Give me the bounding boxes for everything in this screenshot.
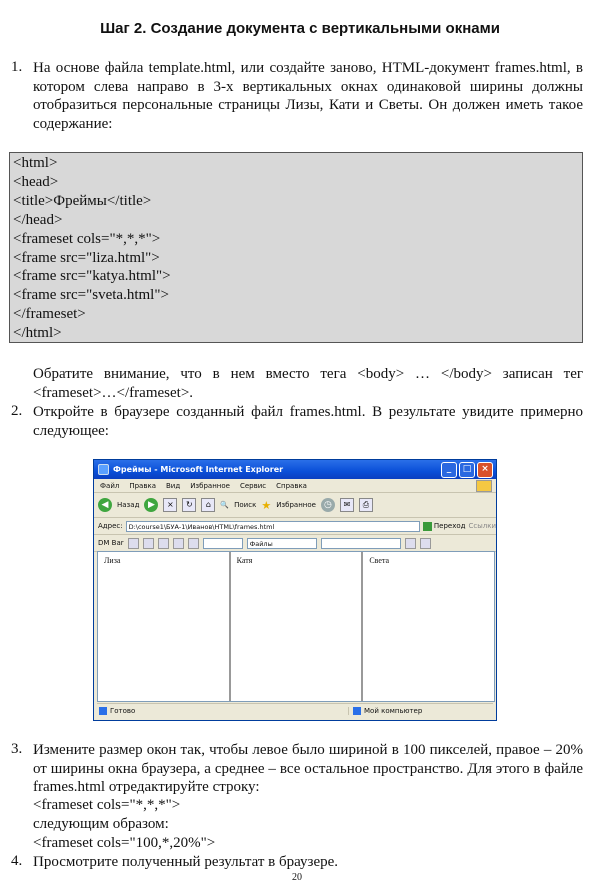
home-icon: ⌂ <box>201 498 215 512</box>
browser-screenshot <box>93 459 497 721</box>
forward-icon: ▶ <box>144 498 158 512</box>
browser-status-bar <box>97 703 493 718</box>
menu-view: Вид <box>165 481 181 490</box>
toolbar-icon <box>405 538 416 549</box>
item-3-text: Измените размер окон так, чтобы левое было шириной в 100 пикселей, правое – 20% от ширины окна браузера, а среднее – все остальное пространство. Для этого в файле frames.html отредактируйте строку: <box>33 742 583 795</box>
code-line: <frame src="sveta.html"> <box>13 287 169 304</box>
toolbar-icon <box>158 538 169 549</box>
code-line: <head> <box>13 173 59 190</box>
code-line: <title>Фреймы</title> <box>13 192 152 209</box>
mail-icon: ✉ <box>340 498 354 512</box>
toolbar-icon <box>420 538 431 549</box>
frame-katya: Катя <box>231 552 364 701</box>
tools-combo <box>203 538 243 549</box>
item-3-number: 3. <box>11 741 23 757</box>
search-icon: 🔍 <box>220 501 230 509</box>
item-1-text: На основе файла template.html, или создайте заново, HTML-документ frames.html, в котором слева направо в 3-х вертикальных окнах одинаковой ширины должны отобразиться персональные страницы Лизы, Кати и Светы. Он должен иметь такое содержание: <box>33 60 583 132</box>
item-2-text: Откройте в браузере созданный файл frames.html. В результате увидите примерно следующее: <box>33 404 583 439</box>
status-ready: Готово <box>110 707 136 715</box>
go-label: Переход <box>433 522 466 530</box>
item-2-number: 2. <box>11 403 23 419</box>
frame-liza: Лиза <box>98 552 231 701</box>
item-4-text: Просмотрите полученный результат в браузере. <box>33 854 339 870</box>
code-line: <frame src="katya.html"> <box>13 268 171 285</box>
browser-content <box>97 551 495 702</box>
refresh-icon: ↻ <box>182 498 196 512</box>
extra-combo <box>321 538 401 549</box>
code-listing <box>9 152 583 343</box>
search-label: Поиск <box>234 501 257 509</box>
code-line: <frameset cols="*,*,*"> <box>13 230 161 247</box>
toolbar-icon <box>143 538 154 549</box>
favorites-label: Избранное <box>276 501 316 509</box>
ie-logo-icon <box>98 464 109 475</box>
menu-tools: Сервис <box>239 481 267 490</box>
print-icon: ⎙ <box>359 498 373 512</box>
toolbar-icon <box>173 538 184 549</box>
frame-sveta: Света <box>369 556 390 565</box>
item-1-number: 1. <box>11 59 23 75</box>
browser-title: Фреймы - Microsoft Internet Explorer <box>113 465 284 474</box>
browser-toolbar <box>94 493 496 518</box>
links-label: Ссылки <box>468 522 496 530</box>
back-label: Назад <box>117 501 140 509</box>
code-line: </html> <box>13 325 62 342</box>
history-icon: ◷ <box>321 498 335 512</box>
files-combo: Файлы <box>247 538 317 549</box>
toolbar-icon <box>188 538 199 549</box>
item-3-line-caption: следующим образом: <box>33 816 169 832</box>
status-zone: Мой компьютер <box>364 707 423 715</box>
address-field: D:\course1\БУА-1\Иванов\HTML\frames.html <box>126 521 420 532</box>
code-line: <frame src="liza.html"> <box>13 249 160 266</box>
browser-links-bar <box>94 535 496 552</box>
favorites-icon: ★ <box>261 498 272 512</box>
address-label: Адрес: <box>98 522 123 530</box>
note-text: Обратите внимание, что в нем вместо тега <body> … </body> записан тег <frameset>…</frameset>. <box>33 366 583 401</box>
close-icon: × <box>477 462 493 478</box>
go-button <box>423 522 466 531</box>
maximize-icon: □ <box>459 462 475 478</box>
page-number: 20 <box>292 872 302 883</box>
go-icon <box>423 522 432 531</box>
browser-menu-bar <box>94 479 496 493</box>
item-3-line-new: <frameset cols="100,*,20%"> <box>33 835 216 851</box>
code-line: <html> <box>13 155 58 171</box>
item-3-line-old: <frameset cols="*,*,*"> <box>33 797 181 813</box>
back-icon: ◀ <box>98 498 112 512</box>
code-line: </head> <box>13 211 63 228</box>
stop-icon: × <box>163 498 177 512</box>
code-line: </frameset> <box>13 306 86 323</box>
menu-help: Справка <box>276 481 307 490</box>
computer-icon <box>353 707 361 715</box>
item-4-number: 4. <box>11 853 23 869</box>
dm-bar-label: DM Bar <box>98 539 124 547</box>
browser-address-bar <box>94 518 496 535</box>
browser-title-bar <box>94 460 496 479</box>
menu-file: Файл <box>100 481 120 490</box>
menu-edit: Правка <box>129 481 156 490</box>
toolbar-icon <box>128 538 139 549</box>
windows-flag-icon <box>476 480 492 492</box>
section-heading: Шаг 2. Создание документа с вертикальными окнами <box>100 20 500 37</box>
menu-favorites: Избранное <box>190 481 230 490</box>
page-icon <box>99 707 107 715</box>
minimize-icon: _ <box>441 462 457 478</box>
